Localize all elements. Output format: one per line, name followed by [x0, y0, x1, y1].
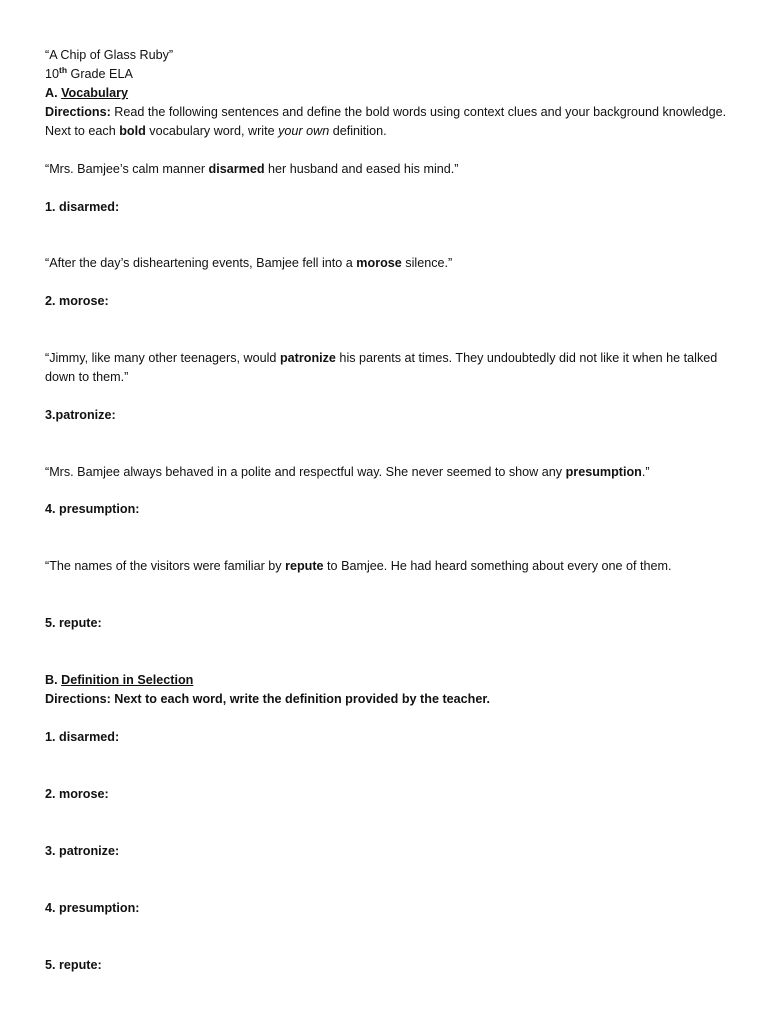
vocab-answer-label-2: 2. morose:: [45, 294, 109, 308]
sentence-text: to Bamjee. He had heard something about every one of them.: [323, 559, 672, 573]
section-b-directions: Directions: Next to each word, write the definition provided by the teacher.: [45, 692, 491, 706]
vocab-word: presumption: [565, 465, 642, 479]
definition-label-4: 4. presumption:: [45, 901, 140, 915]
section-b-heading: [45, 671, 735, 690]
section-a-heading: [45, 84, 735, 103]
directions-text-1: Read the following sentences and define the bold words using context clues and your background knowledge. Next to each: [45, 105, 727, 138]
vocab-answer-label-3: 3.patronize:: [45, 408, 116, 422]
sentence-text: .”: [641, 465, 650, 479]
directions-label: Directions:: [45, 105, 111, 119]
vocab-word: disarmed: [208, 162, 265, 176]
vocab-sentence-5: [45, 557, 735, 576]
sentence-text: his parents at times. They undoubtedly did not like it when he talked down to them.”: [45, 351, 718, 384]
sentence-text: “The names of the visitors were familiar by: [45, 559, 286, 573]
section-a-prefix: A.: [45, 86, 62, 100]
sentence-text: her husband and eased his mind.”: [264, 162, 459, 176]
directions-italic: your own: [278, 124, 330, 138]
definition-label-2: 2. morose:: [45, 787, 109, 801]
grade-line: [45, 65, 735, 84]
vocab-word: repute: [285, 559, 324, 573]
sentence-text: “Mrs. Bamjee always behaved in a polite and respectful way. She never seemed to show any: [45, 465, 566, 479]
vocab-word: morose: [356, 256, 402, 270]
definition-label-1: 1. disarmed:: [45, 730, 120, 744]
vocab-sentence-3: [45, 349, 735, 387]
vocab-sentence-1: [45, 160, 735, 179]
vocab-sentence-2: [45, 254, 735, 273]
directions-text-2: vocabulary word, write: [145, 124, 279, 138]
vocab-answer-label-5: 5. repute:: [45, 616, 102, 630]
vocab-sentence-4: [45, 463, 735, 482]
section-a-title: Vocabulary: [61, 86, 129, 100]
vocab-answer-label-1: 1. disarmed:: [45, 200, 120, 214]
grade-number: 10: [45, 67, 60, 81]
vocab-word: patronize: [279, 351, 336, 365]
sentence-text: “Jimmy, like many other teenagers, would: [45, 351, 280, 365]
vocab-answer-label-4: 4. presumption:: [45, 502, 140, 516]
grade-suffix: th: [59, 64, 68, 75]
section-b-title: Definition in Selection: [61, 673, 194, 687]
grade-text: Grade ELA: [67, 67, 133, 81]
directions-text-3: definition.: [329, 124, 387, 138]
section-a-directions: [45, 103, 735, 141]
sentence-text: “After the day’s disheartening events, Bamjee fell into a: [45, 256, 357, 270]
directions-bold-word: bold: [119, 124, 146, 138]
worksheet-title: “A Chip of Glass Ruby”: [45, 48, 174, 62]
sentence-text: “Mrs. Bamjee’s calm manner: [45, 162, 209, 176]
sentence-text: silence.”: [401, 256, 453, 270]
definition-label-5: 5. repute:: [45, 958, 102, 972]
definition-label-3: 3. patronize:: [45, 844, 120, 858]
section-b-prefix: B.: [45, 673, 62, 687]
